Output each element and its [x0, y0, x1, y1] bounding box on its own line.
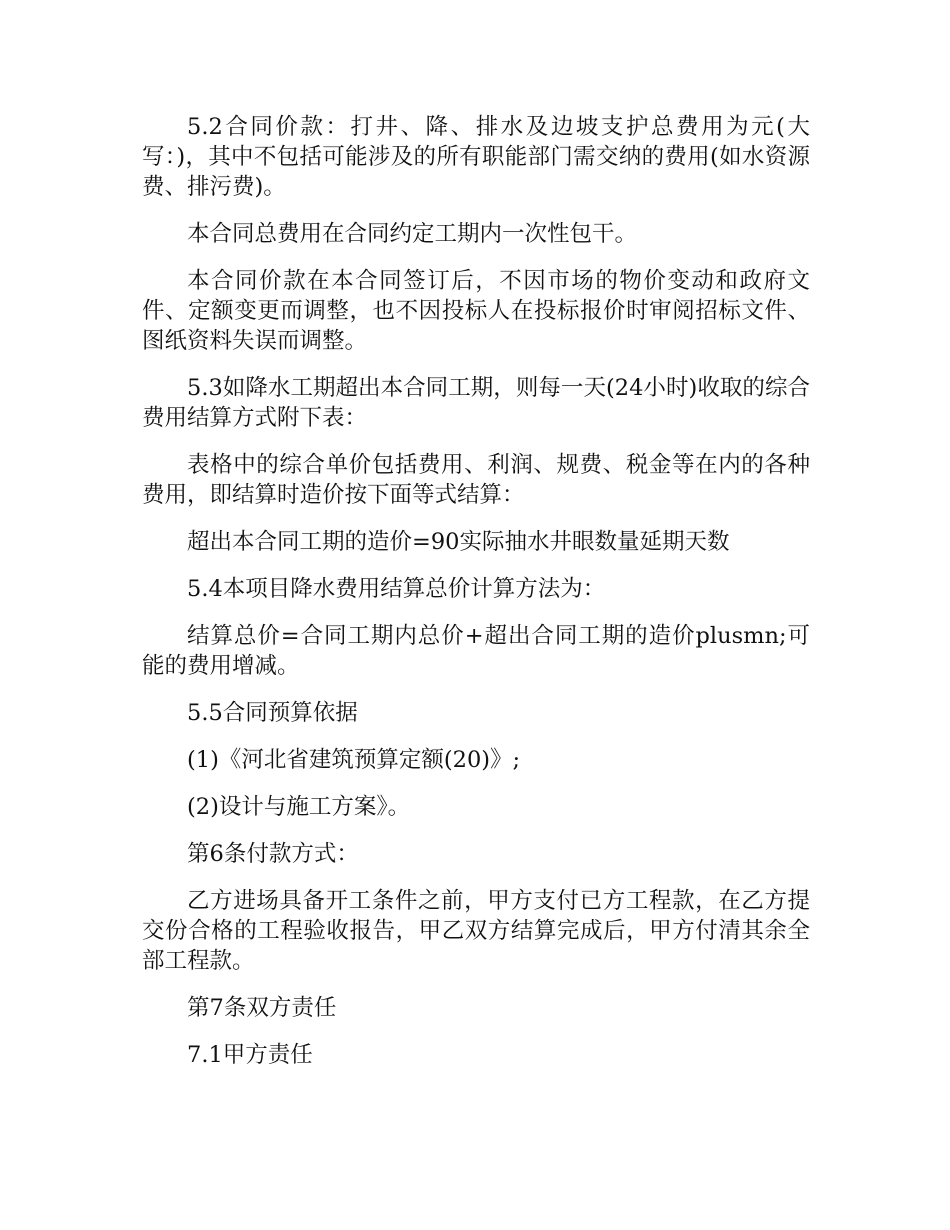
budget-basis-heading: 5.5合同预算依据	[187, 700, 358, 726]
contract-price-clause: 5.2合同价款：打井、降、排水及边坡支护总费用为元(大写：)，其中不包括可能涉及的所有职能部门需交纳的费用(如水资源费、排污费)。	[142, 114, 810, 200]
responsibilities-heading: 第7条双方责任	[187, 995, 337, 1021]
budget-basis-item-1: (1)《河北省建筑预算定额(20)》;	[187, 747, 521, 773]
price-adjustment-paragraph: 本合同价款在本合同签订后，不因市场的物价变动和政府文件、定额变更而调整，也不因投标人在投标报价时审阅招标文件、图纸资料失误而调整。	[142, 268, 810, 354]
overtime-formula: 超出本合同工期的造价=90实际抽水井眼数量延期天数	[187, 529, 730, 555]
unit-price-paragraph: 表格中的综合单价包括费用、利润、规费、税金等在内的各种费用，即结算时造价按下面等式结算：	[142, 452, 810, 508]
overtime-clause: 5.3如降水工期超出本合同工期，则每一天(24小时)收取的综合费用结算方式附下表：	[142, 375, 810, 431]
budget-basis-item-2: (2)设计与施工方案》。	[187, 794, 411, 820]
document-body	[142, 112, 810, 1087]
settlement-formula: 结算总价=合同工期内总价+超出合同工期的造价plusmn;可能的费用增减。	[142, 623, 810, 679]
lump-sum-paragraph: 本合同总费用在合同约定工期内一次性包干。	[187, 221, 638, 247]
party-a-responsibility-heading: 7.1甲方责任	[187, 1042, 313, 1068]
payment-method-heading: 第6条付款方式：	[187, 841, 359, 867]
payment-method-paragraph: 乙方进场具备开工条件之前，甲方支付已方工程款，在乙方提交份合格的工程验收报告，甲乙双方结算完成后，甲方付清其余全部工程款。	[142, 888, 810, 974]
settlement-method-clause: 5.4本项目降水费用结算总价计算方法为：	[187, 576, 606, 602]
